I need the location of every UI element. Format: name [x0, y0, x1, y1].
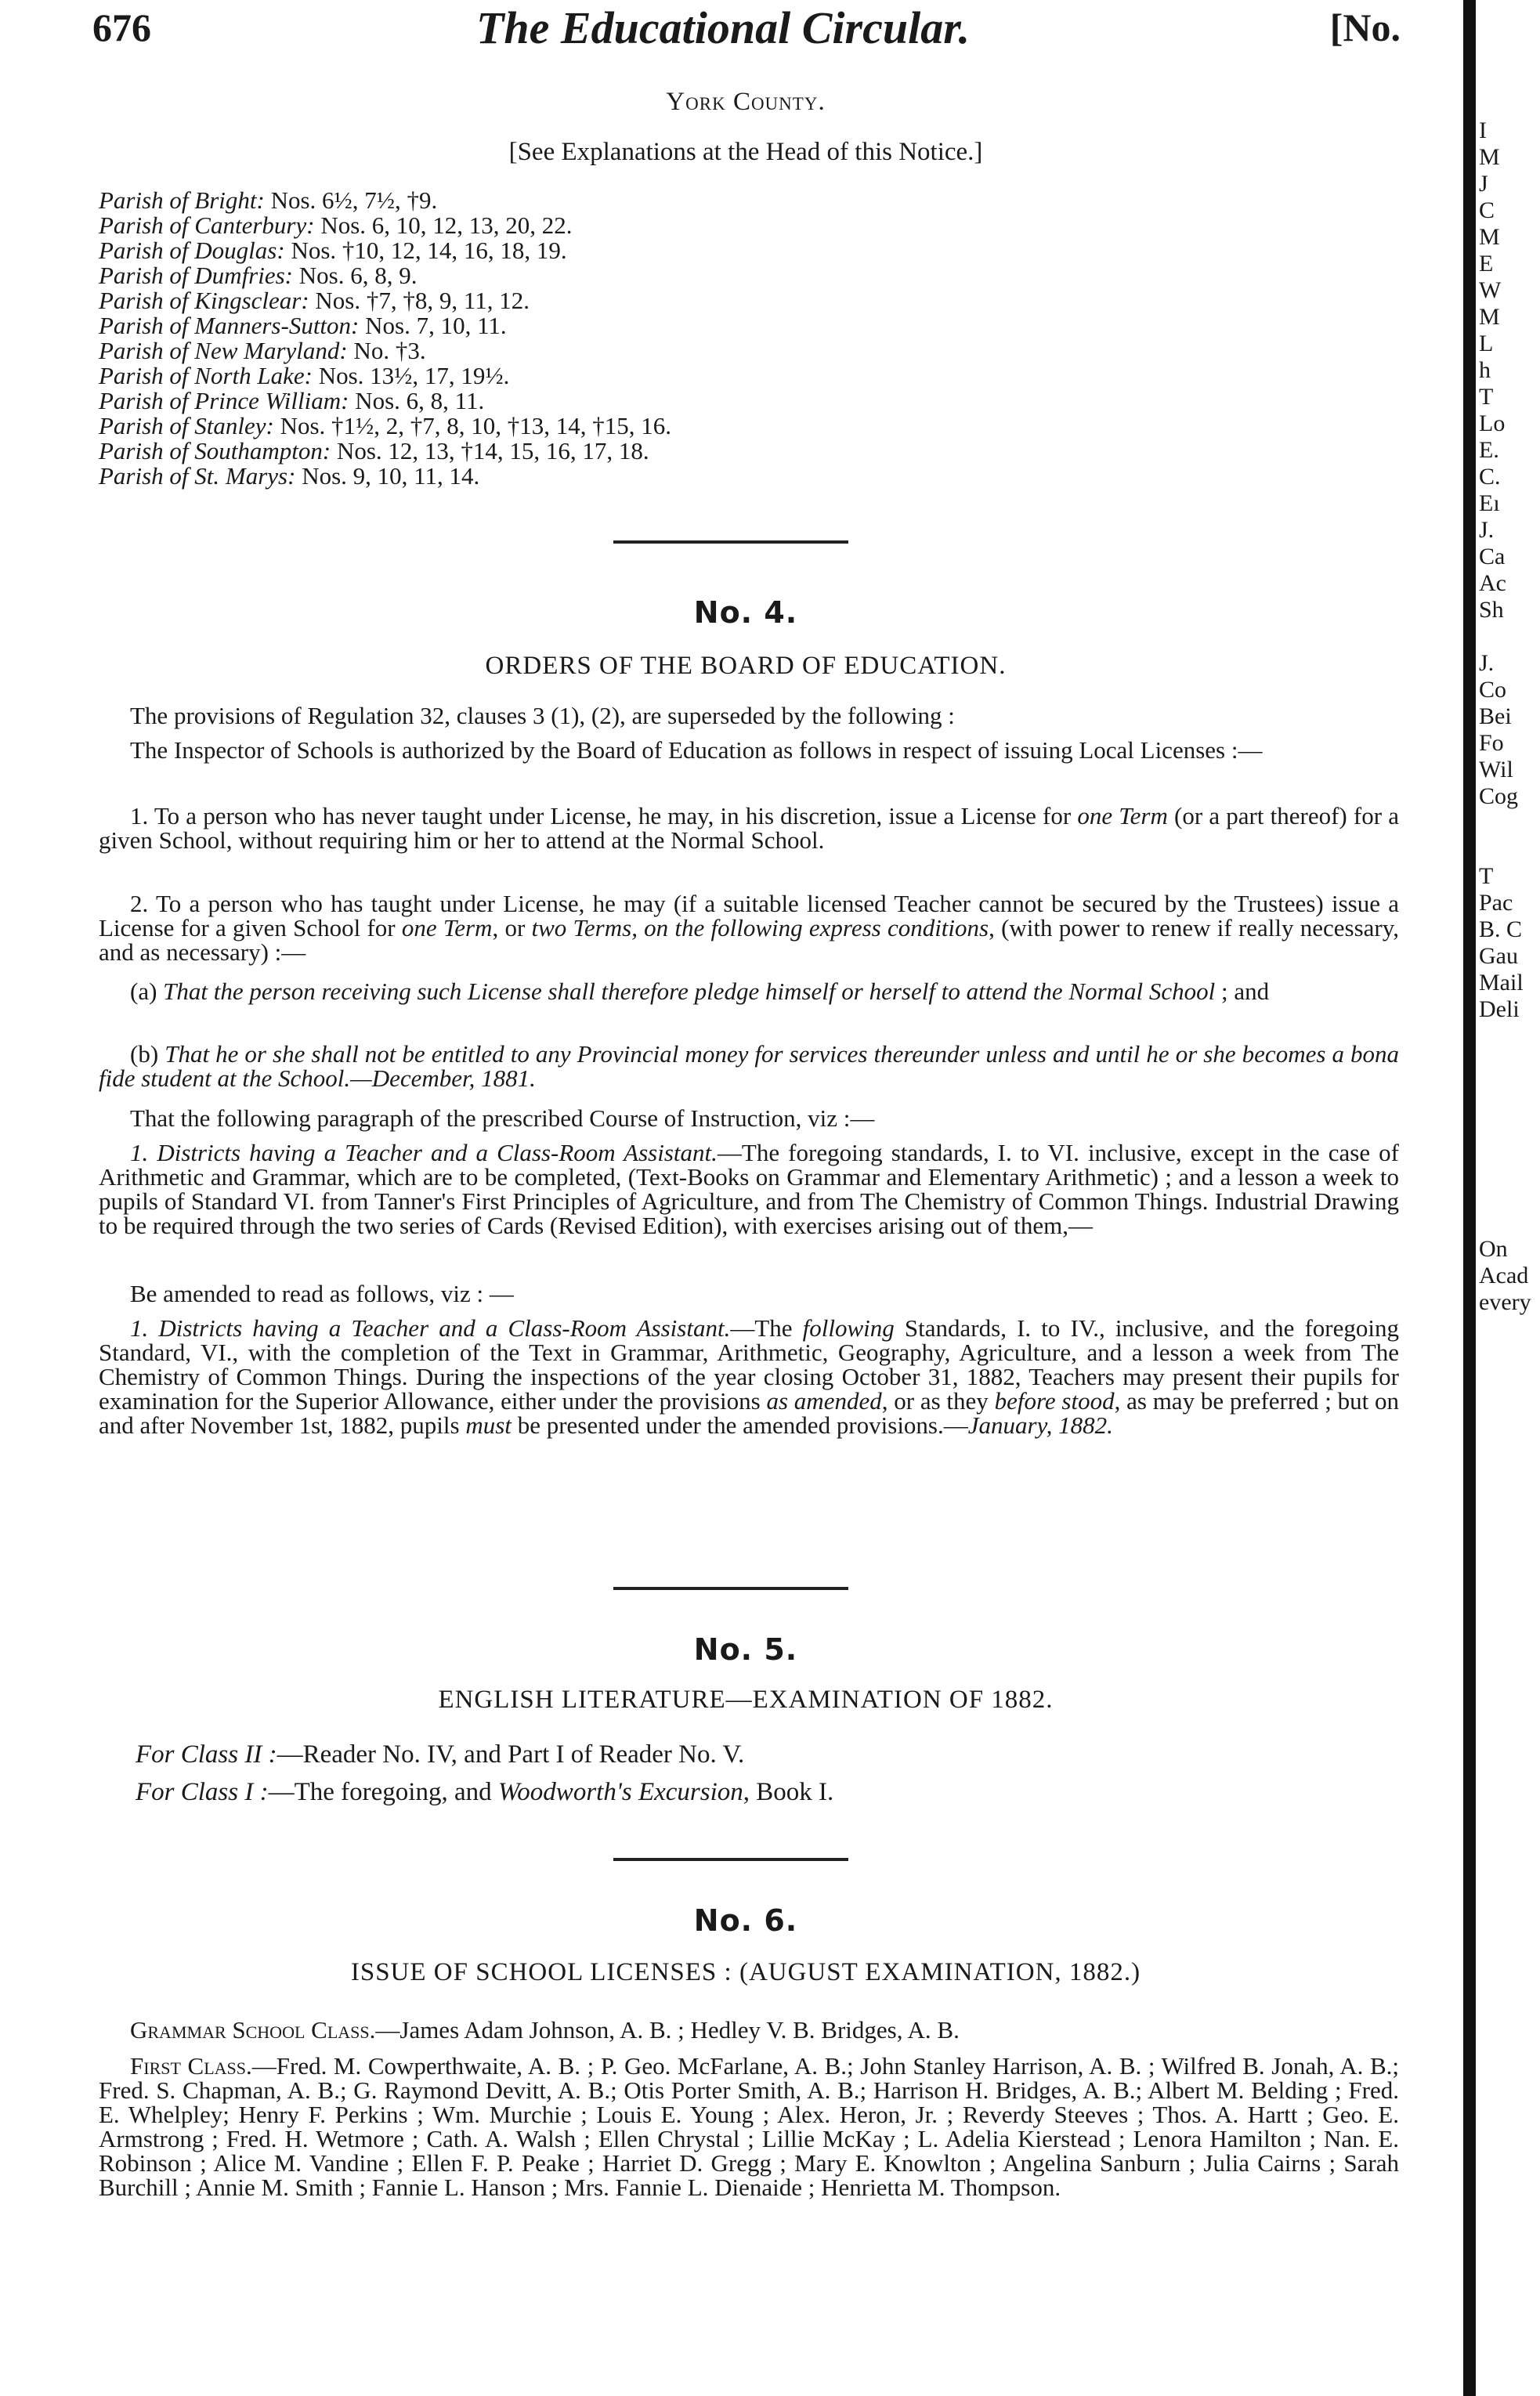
parish-entry	[99, 238, 1274, 263]
fragment-line: Ac	[1479, 570, 1506, 596]
class-requirement: For Class I :—The foregoing, and Woodworth's Excursion, Book I.	[136, 1778, 834, 1806]
parish-entry	[99, 338, 1274, 363]
parish-entry	[99, 363, 1274, 388]
fragment-line: Gau	[1479, 943, 1518, 969]
parish-name: Parish of Canterbury:	[99, 211, 315, 239]
issue-label: [No.	[1329, 5, 1401, 49]
section-number: No. 6.	[693, 1903, 798, 1938]
fragment-line	[1479, 1103, 1540, 1129]
adjacent-column-fragment	[1479, 117, 1540, 1316]
fragment-line	[1479, 1156, 1540, 1183]
fragment-line: M	[1479, 224, 1500, 250]
parish-entry	[99, 464, 1274, 489]
fragment-line: Ca	[1479, 544, 1506, 569]
paragraph: 1. Districts having a Teacher and a Class-Room Assistant.—The following Standards, I. to IV., inclusive, and the foregoing Standard, VI., with the completion of the Text in Grammar, Arithmetic, Geography, Agriculture, and a lesson a week from The Chemistry of Common Things. During the inspections of the year closing October 31, 1882, Teachers may present their pupils for examination for the Superior Allowance, either under the provisions as amended, or as they before stood, as may be preferred ; but on and after November 1st, 1882, pupils must be presented under the amended provisions.—January, 1882.	[99, 1314, 1400, 1439]
parish-name: Parish of North Lake:	[99, 362, 313, 389]
paragraph: (b) That he or she shall not be entitled to any Provincial money for services thereunder unless and until he or she becomes a bona fide student at the School.—December, 1881.	[99, 1040, 1399, 1092]
school-numbers: Nos. 9, 10, 11, 14.	[302, 462, 480, 490]
fragment-line: M	[1479, 304, 1500, 330]
fragment-line: C	[1479, 197, 1495, 223]
journal-title: The Educational Circular.	[476, 2, 971, 53]
section-title: ENGLISH LITERATURE—EXAMINATION OF 1882.	[438, 1686, 1054, 1714]
fragment-line	[1479, 1129, 1540, 1156]
parish-name: Parish of Stanley:	[99, 412, 274, 439]
parish-entry	[99, 313, 1274, 338]
paragraph: (a) That the person receiving such License shall therefore pledge himself or herself to attend the Normal School ; and	[130, 978, 1270, 1005]
fragment-line: I	[1479, 117, 1487, 143]
paragraph: 2. To a person who has taught under License, he may (if a suitable licensed Teacher cannot be secured by the Trustees) issue a License for a given School for one Term, or two Terms, on the following express conditions, (with power to renew if really necessary, and as necessary) :—	[99, 890, 1399, 966]
license-list: Grammar School Class.—James Adam Johnson, A. B. ; Hedley V. B. Bridges, A. B.	[130, 2016, 960, 2044]
parish-name: Parish of Dumfries:	[99, 262, 293, 289]
parish-entry	[99, 388, 1274, 414]
school-numbers: Nos. †1½, 2, †7, 8, 10, †13, 14, †15, 16.	[280, 412, 672, 439]
license-list: First Class.—Fred. M. Cowperthwaite, A. B. ; P. Geo. McFarlane, A. B.; John Stanley Harrison, A. B. ; Wilfred B. Jonah, A. B.; Fred. S. Chapman, A. B.; G. Raymond Devitt, A. B.; Otis Porter Smith, A. B.; Harrison H. Bridges, A. B.; Albert M. Belding ; Fred. E. Whelpley; Henry F. Perkins ; Wm. Murchie ; Louis E. Young ; Alex. Heron, Jr. ; Reverdy Steeves ; Thos. A. Hartt ; Geo. E. Armstrong ; Fred. H. Wetmore ; Cath. A. Walsh ; Ellen Chrystal ; Lillie McKay ; L. Adelia Kierstead ; Lenora Hamilton ; Nan. E. Robinson ; Alice M. Vandine ; Ellen F. P. Peake ; Harriet D. Gregg ; Mary E. Knowlton ; Angelina Sanburn ; Julia Cairns ; Sarah Burchill ; Annie M. Smith ; Fannie L. Hanson ; Mrs. Fannie L. Dienaide ; Henrietta M. Thompson.	[99, 2052, 1400, 2201]
paragraph: Be amended to read as follows, viz : —	[130, 1280, 514, 1307]
fragment-line	[1479, 623, 1540, 650]
fragment-line: Eı	[1479, 490, 1500, 516]
parish-name: Parish of Prince William:	[99, 387, 349, 414]
fragment-line	[1479, 810, 1540, 837]
fragment-line: Bei	[1479, 703, 1512, 729]
fragment-line: J	[1479, 171, 1488, 197]
fragment-line: J.	[1479, 517, 1495, 543]
school-numbers: Nos. 13½, 17, 19½.	[318, 362, 510, 389]
fragment-line: Deli	[1479, 996, 1520, 1022]
county-heading: York County.	[666, 88, 826, 116]
fragment-line: Lo	[1479, 410, 1506, 436]
fragment-line: h	[1479, 357, 1491, 383]
fragment-line: E	[1479, 251, 1494, 276]
fragment-line: every	[1479, 1289, 1531, 1315]
fragment-line	[1479, 1023, 1540, 1050]
page-number: 676	[92, 5, 151, 49]
fragment-line: T	[1479, 863, 1494, 889]
fragment-line: W	[1479, 277, 1502, 303]
parish-name: Parish of Manners-Sutton:	[99, 312, 360, 339]
fragment-line: Acad	[1479, 1263, 1529, 1288]
column-divider	[1463, 0, 1476, 2396]
fragment-line: Fo	[1479, 730, 1504, 756]
fragment-line: Sh	[1479, 597, 1504, 623]
section-divider	[613, 1587, 848, 1590]
school-numbers: Nos. 12, 13, †14, 15, 16, 17, 18.	[336, 437, 649, 464]
fragment-line: M	[1479, 144, 1500, 170]
section-number: No. 5.	[693, 1632, 798, 1667]
parish-entry	[99, 414, 1274, 439]
paragraph: 1. To a person who has never taught under License, he may, in his discretion, issue a License for one Term (or a part thereof) for a given School, without requiring him or her to attend at the Normal School.	[99, 802, 1400, 854]
parish-name: Parish of St. Marys:	[99, 462, 296, 490]
parish-entry	[99, 288, 1274, 313]
fragment-line: B. C	[1479, 916, 1523, 942]
fragment-line: E.	[1479, 437, 1499, 463]
parish-list	[99, 188, 1274, 489]
section-divider	[613, 540, 848, 544]
section-number: No. 4.	[693, 595, 798, 630]
school-numbers: Nos. 6, 8, 11.	[355, 387, 485, 414]
parish-name: Parish of Kingsclear:	[99, 287, 309, 314]
parish-name: Parish of Bright:	[99, 186, 265, 214]
school-numbers: Nos. 6, 10, 12, 13, 20, 22.	[320, 211, 573, 239]
class-requirement: For Class II :—Reader No. IV, and Part I of Reader No. V.	[136, 1740, 745, 1769]
paragraph: 1. Districts having a Teacher and a Class-Room Assistant.—The foregoing standards, I. to VI. inclusive, except in the case of Arithmetic and Grammar, which are to be completed, (Text-Books on Grammar and Elementary Arithmetic) ; and a lesson a week to pupils of Standard VI. from Tanner's First Principles of Agriculture, and from The Chemistry of Common Things. Industrial Drawing to be required through the two series of Cards (Revised Edition), with exercises arising out of them,—	[99, 1139, 1399, 1239]
fragment-line	[1479, 1209, 1540, 1236]
parish-name: Parish of Southampton:	[99, 437, 331, 464]
fragment-line: Mail	[1479, 970, 1524, 996]
paragraph: The Inspector of Schools is authorized by the Board of Education as follows in respect of issuing Local Licenses :—	[130, 736, 1263, 764]
section-title: ISSUE OF SCHOOL LICENSES : (AUGUST EXAMINATION, 1882.)	[350, 1958, 1141, 1986]
page-header	[92, 2, 1401, 67]
fragment-line: L	[1479, 331, 1494, 356]
fragment-line: J.	[1479, 650, 1495, 676]
school-numbers: Nos. †7, †8, 9, 11, 12.	[315, 287, 530, 314]
paragraph: That the following paragraph of the prescribed Course of Instruction, viz :—	[130, 1104, 875, 1132]
fragment-line: T	[1479, 384, 1494, 410]
fragment-line	[1479, 1050, 1540, 1076]
school-numbers: Nos. 6½, 7½, †9.	[270, 186, 438, 214]
fragment-line	[1479, 1183, 1540, 1209]
school-numbers: No. †3.	[353, 337, 426, 364]
school-numbers: Nos. 7, 10, 11.	[365, 312, 507, 339]
paragraph: The provisions of Regulation 32, clauses 3 (1), (2), are superseded by the following :	[130, 702, 955, 729]
parish-name: Parish of Douglas:	[99, 237, 285, 264]
parish-entry	[99, 188, 1274, 213]
fragment-line	[1479, 837, 1540, 863]
fragment-line	[1479, 1076, 1540, 1103]
fragment-line: On	[1479, 1236, 1508, 1262]
fragment-line: Cog	[1479, 783, 1519, 809]
section-title: ORDERS OF THE BOARD OF EDUCATION.	[485, 652, 1007, 680]
parish-name: Parish of New Maryland:	[99, 337, 348, 364]
section-divider	[613, 1858, 848, 1861]
fragment-line: C.	[1479, 464, 1501, 490]
explanation-note: [See Explanations at the Head of this Notice.]	[508, 138, 983, 166]
parish-entry	[99, 213, 1274, 238]
school-numbers: Nos. †10, 12, 14, 16, 18, 19.	[291, 237, 567, 264]
fragment-line: Pac	[1479, 890, 1513, 916]
parish-entry	[99, 263, 1274, 288]
fragment-line: Co	[1479, 677, 1507, 703]
school-numbers: Nos. 6, 8, 9.	[298, 262, 418, 289]
parish-entry	[99, 439, 1274, 464]
fragment-line: Wil	[1479, 757, 1513, 782]
